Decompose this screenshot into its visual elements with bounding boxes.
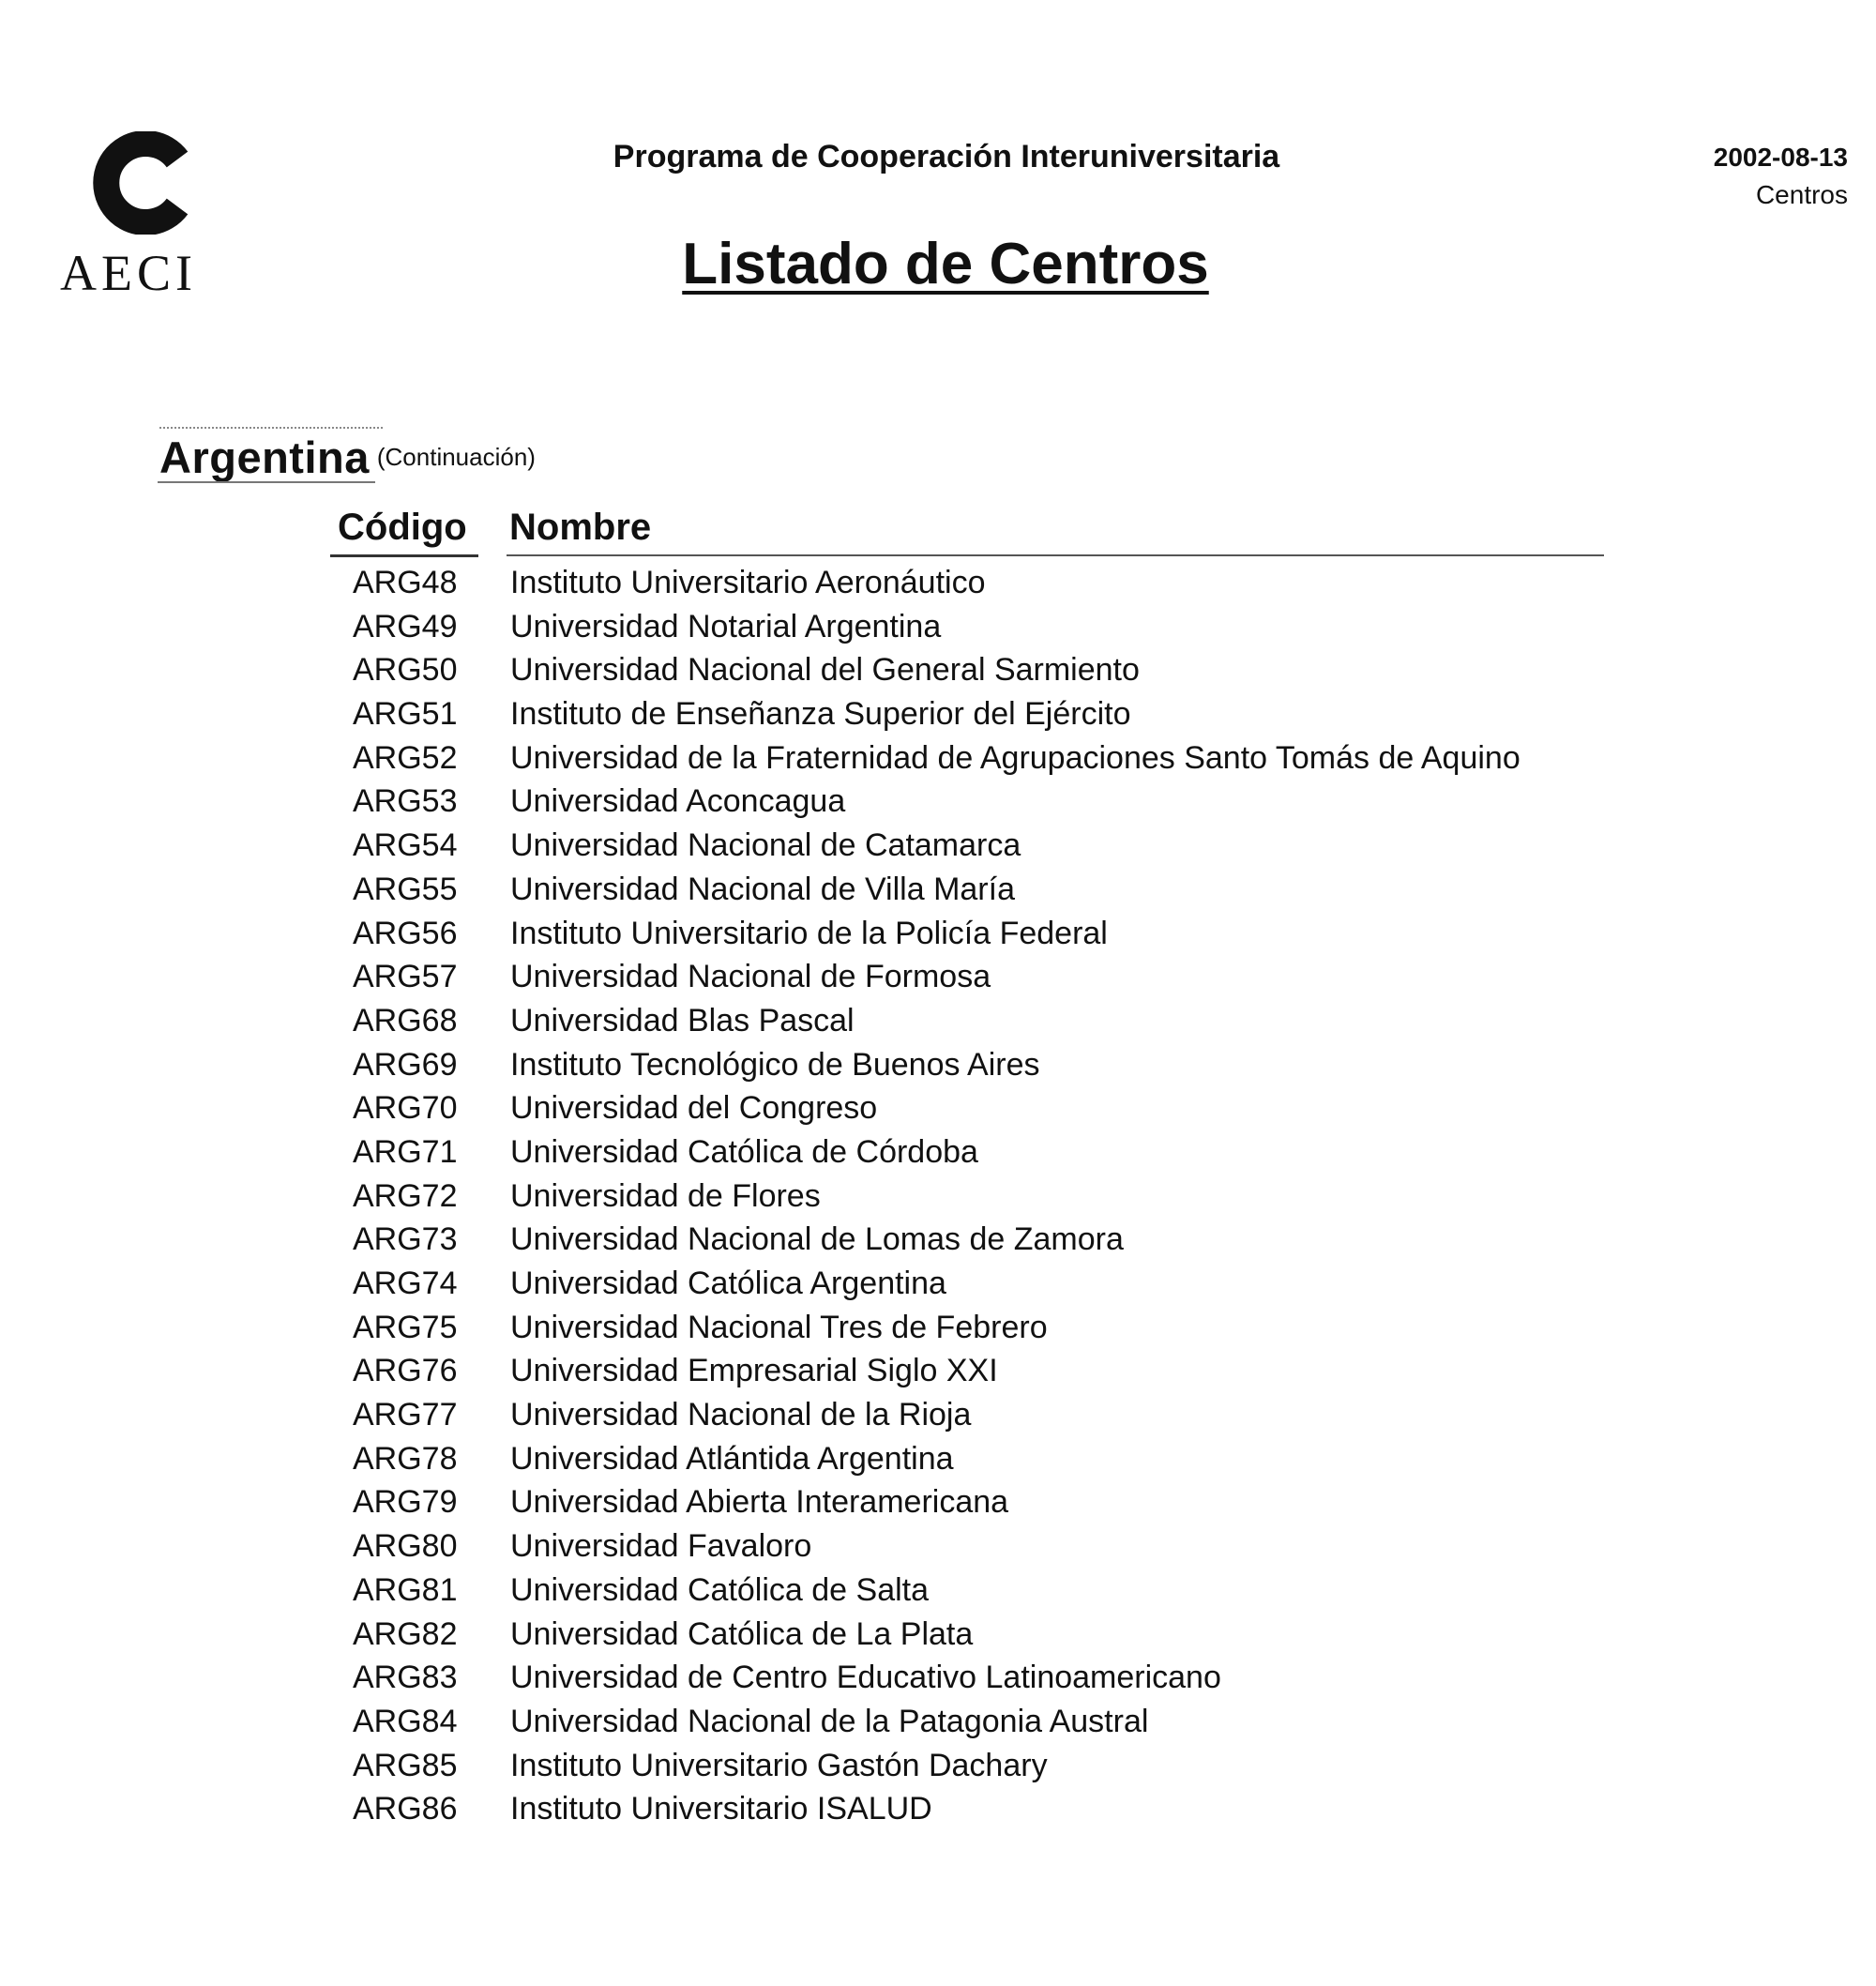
column-header-name: Nombre — [509, 507, 652, 548]
center-code: ARG55 — [353, 871, 458, 907]
center-code: ARG81 — [353, 1571, 458, 1608]
center-code: ARG83 — [353, 1660, 458, 1696]
center-name: Universidad Aconcagua — [510, 783, 846, 820]
center-name: Instituto Universitario de la Policía Federal — [510, 915, 1108, 951]
center-name: Instituto Universitario Gastón Dachary — [510, 1747, 1048, 1783]
table-row — [0, 561, 1876, 605]
table-row — [0, 1700, 1876, 1744]
center-name: Universidad Blas Pascal — [510, 1002, 855, 1038]
center-code: ARG51 — [353, 696, 458, 733]
table-row — [0, 1262, 1876, 1306]
center-code: ARG75 — [353, 1309, 458, 1345]
center-code: ARG50 — [353, 652, 458, 689]
center-code: ARG49 — [353, 608, 458, 644]
center-name: Universidad Nacional de la Patagonia Austral — [510, 1703, 1149, 1739]
table-row — [0, 868, 1876, 912]
page-title: Listado de Centros — [682, 232, 1209, 296]
center-code: ARG79 — [353, 1484, 458, 1521]
table-row — [0, 1524, 1876, 1569]
center-code: ARG78 — [353, 1440, 458, 1477]
center-code: ARG53 — [353, 783, 458, 820]
table-row — [0, 1744, 1876, 1788]
center-name: Instituto Universitario ISALUD — [510, 1791, 932, 1827]
country-heading — [159, 432, 536, 483]
table-row — [0, 1393, 1876, 1437]
center-code: ARG56 — [353, 915, 458, 951]
center-name: Universidad Católica Argentina — [510, 1266, 946, 1301]
table-row — [0, 692, 1876, 736]
table-row — [0, 1787, 1876, 1831]
center-name: Instituto de Enseñanza Superior del Ejército — [510, 696, 1131, 733]
center-name: Universidad Nacional de Lomas de Zamora — [510, 1221, 1124, 1258]
center-code: ARG54 — [353, 827, 458, 864]
center-code: ARG52 — [353, 739, 458, 776]
table-row — [0, 1043, 1876, 1087]
centers-table — [0, 561, 1876, 1831]
report-date: 2002-08-13 — [1713, 143, 1848, 172]
center-name: Universidad Nacional de la Rioja — [510, 1397, 972, 1433]
center-code: ARG57 — [353, 959, 458, 995]
table-row — [0, 1175, 1876, 1219]
country-top-rule — [159, 427, 383, 429]
center-name: Universidad Católica de Córdoba — [510, 1133, 978, 1170]
center-name: Universidad Nacional de Formosa — [510, 959, 991, 995]
center-name: Instituto Universitario Aeronáutico — [510, 565, 986, 600]
center-code: ARG72 — [353, 1177, 458, 1214]
header-rule-name — [507, 554, 1604, 556]
center-name: Universidad Abierta Interamericana — [510, 1484, 1009, 1521]
center-name: Universidad Nacional de Catamarca — [510, 827, 1021, 864]
center-name: Universidad de Flores — [510, 1177, 821, 1214]
center-name: Universidad Nacional Tres de Febrero — [510, 1309, 1048, 1345]
center-code: ARG76 — [353, 1353, 458, 1389]
center-name: Universidad Católica de La Plata — [510, 1615, 974, 1652]
table-row — [0, 1349, 1876, 1393]
table-row — [0, 1306, 1876, 1350]
program-title: Programa de Cooperación Interuniversitaria — [613, 139, 1280, 174]
center-code: ARG82 — [353, 1615, 458, 1652]
table-row — [0, 999, 1876, 1043]
table-row — [0, 648, 1876, 692]
center-name: Universidad Empresarial Siglo XXI — [510, 1353, 998, 1389]
page-title-wrapper — [0, 231, 1876, 297]
center-name: Universidad de la Fraternidad de Agrupaciones Santo Tomás de Aquino — [510, 739, 1520, 776]
center-name: Universidad Nacional de Villa María — [510, 871, 1015, 907]
table-row — [0, 780, 1876, 824]
center-code: ARG85 — [353, 1747, 458, 1783]
center-code: ARG71 — [353, 1133, 458, 1170]
table-row — [0, 1656, 1876, 1700]
table-row — [0, 1569, 1876, 1613]
table-row — [0, 955, 1876, 999]
table-row — [0, 912, 1876, 956]
center-code: ARG84 — [353, 1703, 458, 1739]
table-row — [0, 1130, 1876, 1175]
country-note: (Continuación) — [376, 443, 536, 471]
country-name: Argentina — [159, 432, 370, 482]
table-row — [0, 1218, 1876, 1262]
table-row — [0, 1437, 1876, 1481]
center-code: ARG74 — [353, 1266, 458, 1301]
center-name: Universidad Católica de Salta — [510, 1571, 930, 1608]
header-rule-code — [330, 554, 478, 557]
center-code: ARG86 — [353, 1791, 458, 1827]
center-code: ARG69 — [353, 1046, 458, 1083]
center-code: ARG70 — [353, 1090, 458, 1127]
column-header-code: Código — [338, 507, 467, 548]
table-row — [0, 605, 1876, 649]
logo-text: AECI — [60, 245, 197, 301]
center-name: Universidad Nacional del General Sarmiento — [510, 652, 1140, 689]
center-name: Universidad Atlántida Argentina — [510, 1440, 954, 1477]
center-name: Instituto Tecnológico de Buenos Aires — [510, 1046, 1040, 1083]
table-row — [0, 1613, 1876, 1657]
country-underline — [158, 481, 375, 483]
center-code: ARG68 — [353, 1002, 458, 1038]
center-name: Universidad Favaloro — [510, 1528, 812, 1565]
report-section: Centros — [1755, 180, 1848, 209]
table-row — [0, 1086, 1876, 1130]
document-meta — [1714, 139, 1848, 214]
table-row — [0, 736, 1876, 781]
center-code: ARG80 — [353, 1528, 458, 1565]
center-name: Universidad Notarial Argentina — [510, 608, 942, 644]
center-code: ARG48 — [353, 565, 458, 600]
center-name: Universidad de Centro Educativo Latinoamericano — [510, 1660, 1221, 1696]
table-row — [0, 1480, 1876, 1524]
center-code: ARG77 — [353, 1397, 458, 1433]
center-name: Universidad del Congreso — [510, 1090, 878, 1127]
table-row — [0, 824, 1876, 868]
center-code: ARG73 — [353, 1221, 458, 1258]
